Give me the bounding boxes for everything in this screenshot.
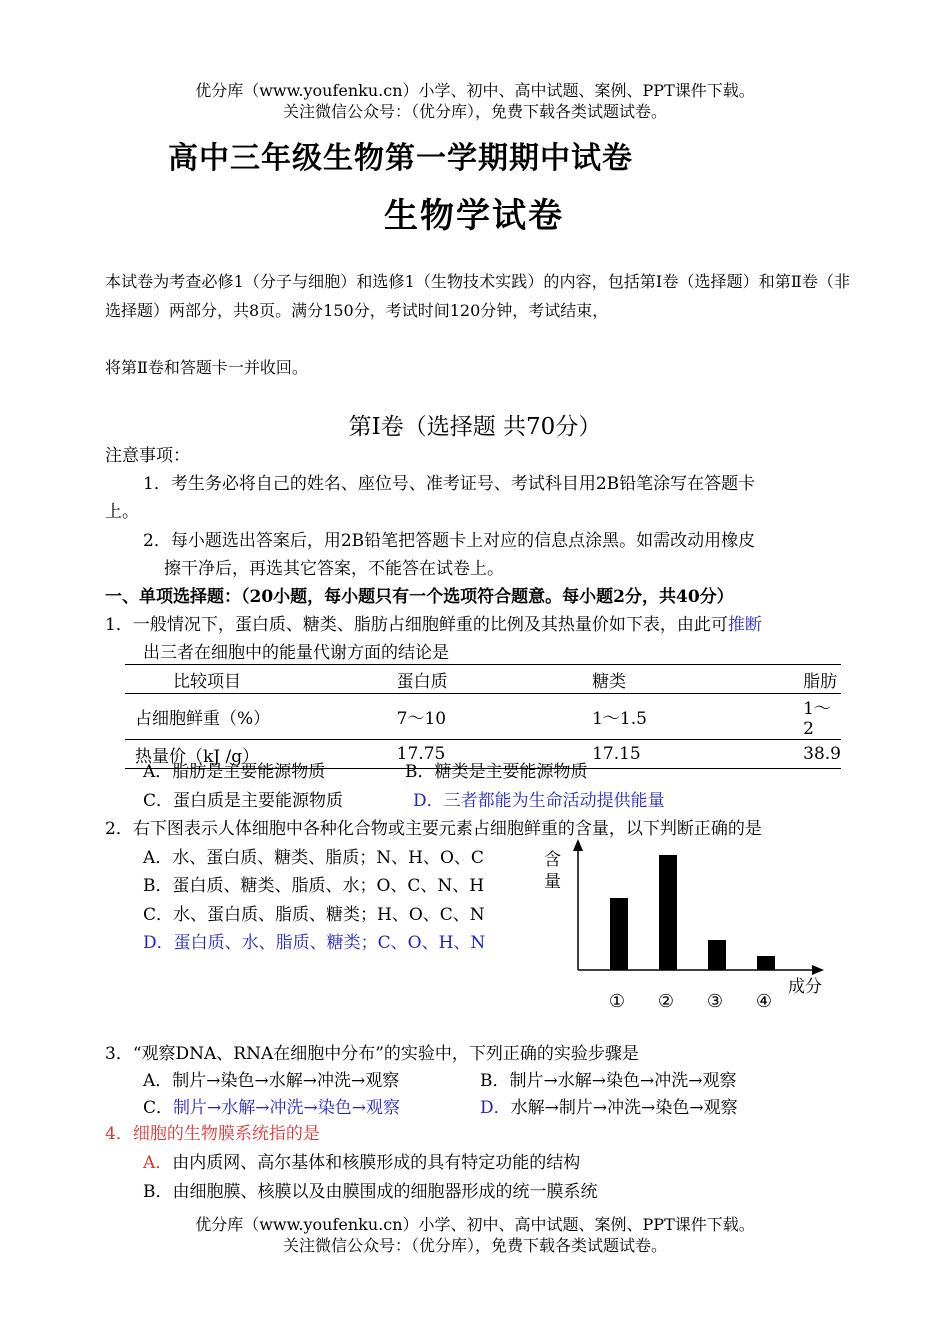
x-axis-label: 成分 <box>788 977 822 997</box>
category-label-2: ② <box>657 991 675 1012</box>
header-line-1: 优分库（www.youfenku.cn）小学、初中、高中试题、案例、PPT课件下载。 <box>195 81 755 100</box>
category-label-1: ① <box>608 991 626 1012</box>
q3-option-d-text: 水解→制片→冲洗→染色→观察 <box>510 1098 738 1118</box>
bar-1 <box>610 898 628 970</box>
q4-option-b: B．由细胞膜、核膜以及由膜围成的细胞器形成的统一膜系统 <box>143 1182 598 1202</box>
header-line-2: 关注微信公众号：（优分库），免费下载各类试题试卷。 <box>282 102 667 121</box>
y-axis-arrow <box>573 839 583 851</box>
table-cell: 占细胞鲜重（%） <box>125 694 349 740</box>
notice-2-cont: 擦干净后，再选其它答案，不能答在试卷上。 <box>164 559 504 579</box>
table-cell: 1～2 <box>755 694 841 740</box>
table-header-cell: 蛋白质 <box>349 665 544 694</box>
q1-option-c: C．蛋白质是主要能源物质 <box>143 791 344 811</box>
y-axis-label-2: 量 <box>544 872 561 892</box>
q1-option-d: D．三者都能为生命活动提供能量 <box>413 791 665 811</box>
q3-option-d <box>480 1093 738 1118</box>
q4-option-a <box>143 1148 580 1173</box>
category-label-4: ④ <box>755 991 773 1012</box>
table-header-row <box>125 665 841 694</box>
intro-tail: 将第Ⅱ卷和答题卡一并收回。 <box>105 358 308 377</box>
table-header-cell: 比较项目 <box>125 665 349 694</box>
part-heading: 一、单项选择题：（20小题，每小题只有一个选项符合题意。每小题2分，共40分） <box>105 587 734 607</box>
x-axis-arrow <box>812 965 824 975</box>
footer-line-2: 关注微信公众号：（优分库），免费下载各类试题试卷。 <box>282 1236 667 1255</box>
table-cell: 热量价（kJ /g） <box>125 740 349 769</box>
q1-option-a: A．脂肪是主要能源物质 <box>143 762 326 782</box>
table-row <box>125 694 841 740</box>
q2-option-d: D．蛋白质、水、脂质、糖类；C、O、H、N <box>143 933 486 953</box>
table-cell: 38.9 <box>755 740 841 769</box>
q4-option-a-text: 由内质网、高尔基体和核膜形成的具有特定功能的结构 <box>172 1153 581 1173</box>
exam-subtitle: 生物学试卷 <box>384 196 564 236</box>
y-axis-label-1: 含 <box>544 850 561 870</box>
intro-paragraph: 本试卷为考查必修1（分子与细胞）和选修1（生物技术实践）的内容，包括第Ⅰ卷（选择题）和第Ⅱ卷（非选择题）两部分，共8页。满分150分，考试时间120分钟，考试结束， <box>105 272 850 320</box>
q1-table <box>125 664 841 769</box>
table-cell: 7～10 <box>349 694 544 740</box>
q1-stem-cont: 出三者在细胞中的能量代谢方面的结论是 <box>143 643 449 663</box>
q3-option-b: B．制片→水解→染色→冲洗→观察 <box>480 1071 737 1091</box>
q2-option-a: A．水、蛋白质、糖类、脂质；N、H、O、C <box>143 848 484 868</box>
bar-4 <box>757 956 775 970</box>
bar-2 <box>659 855 677 970</box>
category-label-3: ③ <box>706 991 724 1012</box>
table-header-cell: 脂肪 <box>755 665 841 694</box>
bar-3 <box>708 940 726 970</box>
q1-stem-text: 1．一般情况下，蛋白质、糖类、脂肪占细胞鲜重的比例及其热量价如下表，由此可 <box>105 615 728 635</box>
q3-option-c-label: C． <box>143 1098 174 1118</box>
notice-1: 1．考生务必将自己的姓名、座位号、准考证号、考试科目用2B铅笔涂写在答题卡 <box>143 474 756 494</box>
q1-stem <box>105 610 762 635</box>
q2-stem: 2．右下图表示人体细胞中各种化合物或主要元素占细胞鲜重的含量，以下判断正确的是 <box>105 819 762 839</box>
q1-stem-highlight: 推断 <box>727 615 762 635</box>
q2-bar-chart <box>530 835 840 1020</box>
notice-2: 2．每小题选出答案后，用2B铅笔把答题卡上对应的信息点涂黑。如需改动用橡皮 <box>143 531 756 551</box>
notice-1-cont: 上。 <box>105 502 139 522</box>
table-cell: 1～1.5 <box>544 694 755 740</box>
table-header-cell: 糖类 <box>544 665 755 694</box>
q1-option-b: B．糖类是主要能源物质 <box>405 762 588 782</box>
section-title: 第Ⅰ卷（选择题 共70分） <box>348 414 602 440</box>
notice-label: 注意事项： <box>105 446 190 466</box>
q4-option-a-label: A． <box>143 1153 173 1173</box>
table-cell: 17.75 <box>349 740 544 769</box>
q4-stem: 4．细胞的生物膜系统指的是 <box>105 1124 320 1144</box>
q3-option-c-text: 制片→水解→冲洗→染色→观察 <box>173 1098 400 1118</box>
q2-option-c: C．水、蛋白质、脂质、糖类；H、O、C、N <box>143 905 485 925</box>
q3-option-d-label: D． <box>480 1098 511 1118</box>
exam-title: 高中三年级生物第一学期期中试卷 <box>168 141 633 176</box>
q3-stem: 3．“观察DNA、RNA在细胞中分布”的实验中，下列正确的实验步骤是 <box>105 1044 639 1064</box>
q3-option-c <box>143 1093 400 1118</box>
footer-line-1: 优分库（www.youfenku.cn）小学、初中、高中试题、案例、PPT课件下载。 <box>195 1215 755 1234</box>
table-cell: 17.15 <box>544 740 755 769</box>
q2-option-b: B．蛋白质、糖类、脂质、水；O、C、N、H <box>143 876 485 896</box>
q3-option-a: A．制片→染色→水解→冲洗→观察 <box>143 1071 400 1091</box>
